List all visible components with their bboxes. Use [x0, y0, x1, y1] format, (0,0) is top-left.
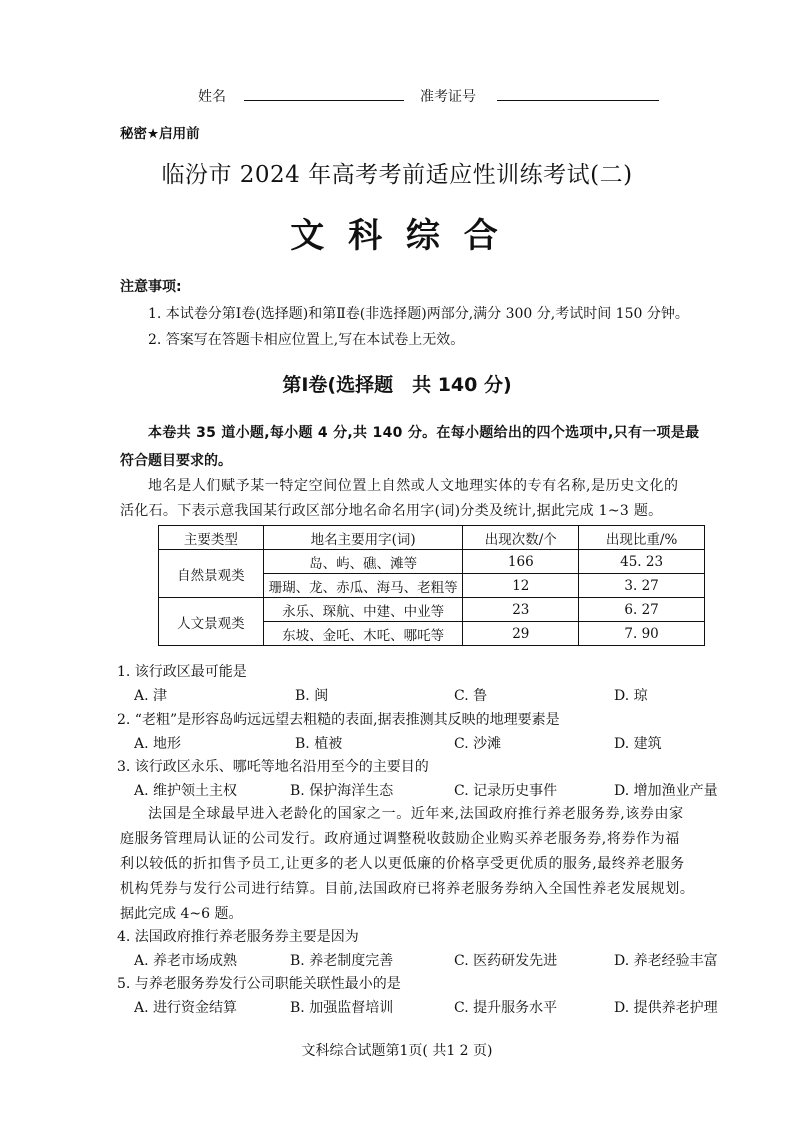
table-type-cell: 自然景观类 — [159, 550, 264, 598]
section-intro-line-1: 本卷共 35 道小题,每小题 4 分,共 140 分。在每小题给出的四个选项中,只有一项是最 — [148, 425, 700, 441]
question-5-option-a[interactable]: A. 进行资金结算 — [134, 1000, 238, 1016]
page-footer: 文科综合试题第1页( 共1 2 页) — [301, 1043, 493, 1059]
table-cell: 珊瑚、龙、赤瓜、海马、老粗等 — [263, 574, 463, 598]
table-header-cell: 出现次数/个 — [463, 526, 579, 550]
table-cell: 东坡、金吒、木吒、哪吒等 — [263, 622, 463, 646]
table-cell: 6. 27 — [579, 598, 705, 622]
exam-title: 临汾市 2024 年高考考前适应性训练考试(二) — [161, 162, 633, 188]
section-title: 第Ⅰ卷(选择题 共 140 分) — [282, 374, 512, 396]
question-3-option-b[interactable]: B. 保护海洋生态 — [290, 783, 394, 799]
table-cell: 23 — [463, 598, 579, 622]
question-2-stem: 2. “老粗”是形容岛屿远远望去粗糙的表面,据表推测其反映的地理要素是 — [117, 712, 560, 728]
subject-title: 文 科 综 合 — [290, 216, 504, 256]
question-3-stem: 3. 该行政区永乐、哪吒等地名沿用至今的主要目的 — [117, 759, 429, 775]
question-4-option-a[interactable]: A. 养老市场成熟 — [134, 953, 238, 969]
question-3-option-d[interactable]: D. 增加渔业产量 — [614, 783, 718, 799]
material1-line-2: 活化石。下表示意我国某行政区部分地名命名用字(词)分类及统计,据此完成 1~3 题。 — [120, 503, 663, 519]
table-cell: 45. 23 — [579, 550, 705, 574]
table-header-row — [159, 526, 705, 550]
question-4-option-d[interactable]: D. 养老经验丰富 — [614, 953, 718, 969]
table-header-cell: 地名主要用字(词) — [263, 526, 463, 550]
table-row — [159, 550, 705, 574]
table-type-cell: 人文景观类 — [159, 598, 264, 646]
table-row — [159, 598, 705, 622]
table-cell: 12 — [463, 574, 579, 598]
place-name-table — [158, 525, 705, 646]
table-cell: 29 — [463, 622, 579, 646]
question-2-option-b[interactable]: B. 植被 — [295, 736, 343, 752]
table-header-cell: 主要类型 — [159, 526, 264, 550]
question-3-option-a[interactable]: A. 维护领土主权 — [134, 783, 238, 799]
exam-id-label: 准考证号 — [420, 89, 476, 105]
question-5-option-d[interactable]: D. 提供养老护理 — [614, 1000, 718, 1016]
material2-line-2: 庭服务管理局认证的公司发行。政府通过调整税收鼓励企业购买养老服务券,将券作为福 — [120, 831, 680, 847]
material2-line-4: 机构凭券与发行公司进行结算。目前,法国政府已将养老服务券纳入全国性养老发展规划。 — [120, 881, 695, 897]
exam-id-blank-line — [497, 100, 659, 101]
notice-item-2: 2. 答案写在答题卡相应位置上,写在本试卷上无效。 — [148, 332, 465, 348]
question-4-option-c[interactable]: C. 医药研发先进 — [454, 953, 558, 969]
question-3-option-c[interactable]: C. 记录历史事件 — [454, 783, 558, 799]
table-cell: 166 — [463, 550, 579, 574]
table-cell: 3. 27 — [579, 574, 705, 598]
table-header-cell: 出现比重/% — [579, 526, 705, 550]
material2-line-3: 利以较低的折扣售予员工,让更多的老人以更低廉的价格享受更优质的服务,最终养老服务 — [120, 856, 685, 872]
name-blank-line — [244, 100, 404, 101]
question-5-option-c[interactable]: C. 提升服务水平 — [454, 1000, 558, 1016]
table-cell: 7. 90 — [579, 622, 705, 646]
material1-line-1: 地名是人们赋予某一特定空间位置上自然或人文地理实体的专有名称,是历史文化的 — [148, 478, 679, 494]
question-2-option-c[interactable]: C. 沙滩 — [454, 736, 502, 752]
question-1-option-b[interactable]: B. 闽 — [295, 688, 329, 704]
notice-item-1: 1. 本试卷分第Ⅰ卷(选择题)和第Ⅱ卷(非选择题)两部分,满分 300 分,考试时间 150 分钟。 — [148, 306, 689, 322]
question-1-option-d[interactable]: D. 琼 — [614, 688, 648, 704]
question-5-stem: 5. 与养老服务券发行公司职能关联性最小的是 — [117, 976, 401, 992]
question-4-option-b[interactable]: B. 养老制度完善 — [290, 953, 394, 969]
confidential-mark: 秘密★启用前 — [120, 126, 200, 142]
question-1-stem: 1. 该行政区最可能是 — [117, 664, 247, 680]
question-4-stem: 4. 法国政府推行养老服务券主要是因为 — [117, 929, 359, 945]
section-intro-line-2: 符合题目要求的。 — [120, 453, 232, 469]
table-cell: 岛、屿、礁、滩等 — [263, 550, 463, 574]
question-1-option-c[interactable]: C. 鲁 — [454, 688, 488, 704]
question-1-option-a[interactable]: A. 津 — [134, 688, 168, 704]
table-cell: 永乐、琛航、中建、中业等 — [263, 598, 463, 622]
notice-heading: 注意事项: — [120, 279, 182, 295]
question-2-option-a[interactable]: A. 地形 — [134, 736, 182, 752]
name-label: 姓名 — [198, 89, 226, 105]
question-5-option-b[interactable]: B. 加强监督培训 — [290, 1000, 394, 1016]
material2-line-1: 法国是全球最早进入老龄化的国家之一。近年来,法国政府推行养老服务券,该券由家 — [148, 806, 684, 822]
material2-line-5: 据此完成 4~6 题。 — [120, 906, 243, 922]
question-2-option-d[interactable]: D. 建筑 — [614, 736, 662, 752]
